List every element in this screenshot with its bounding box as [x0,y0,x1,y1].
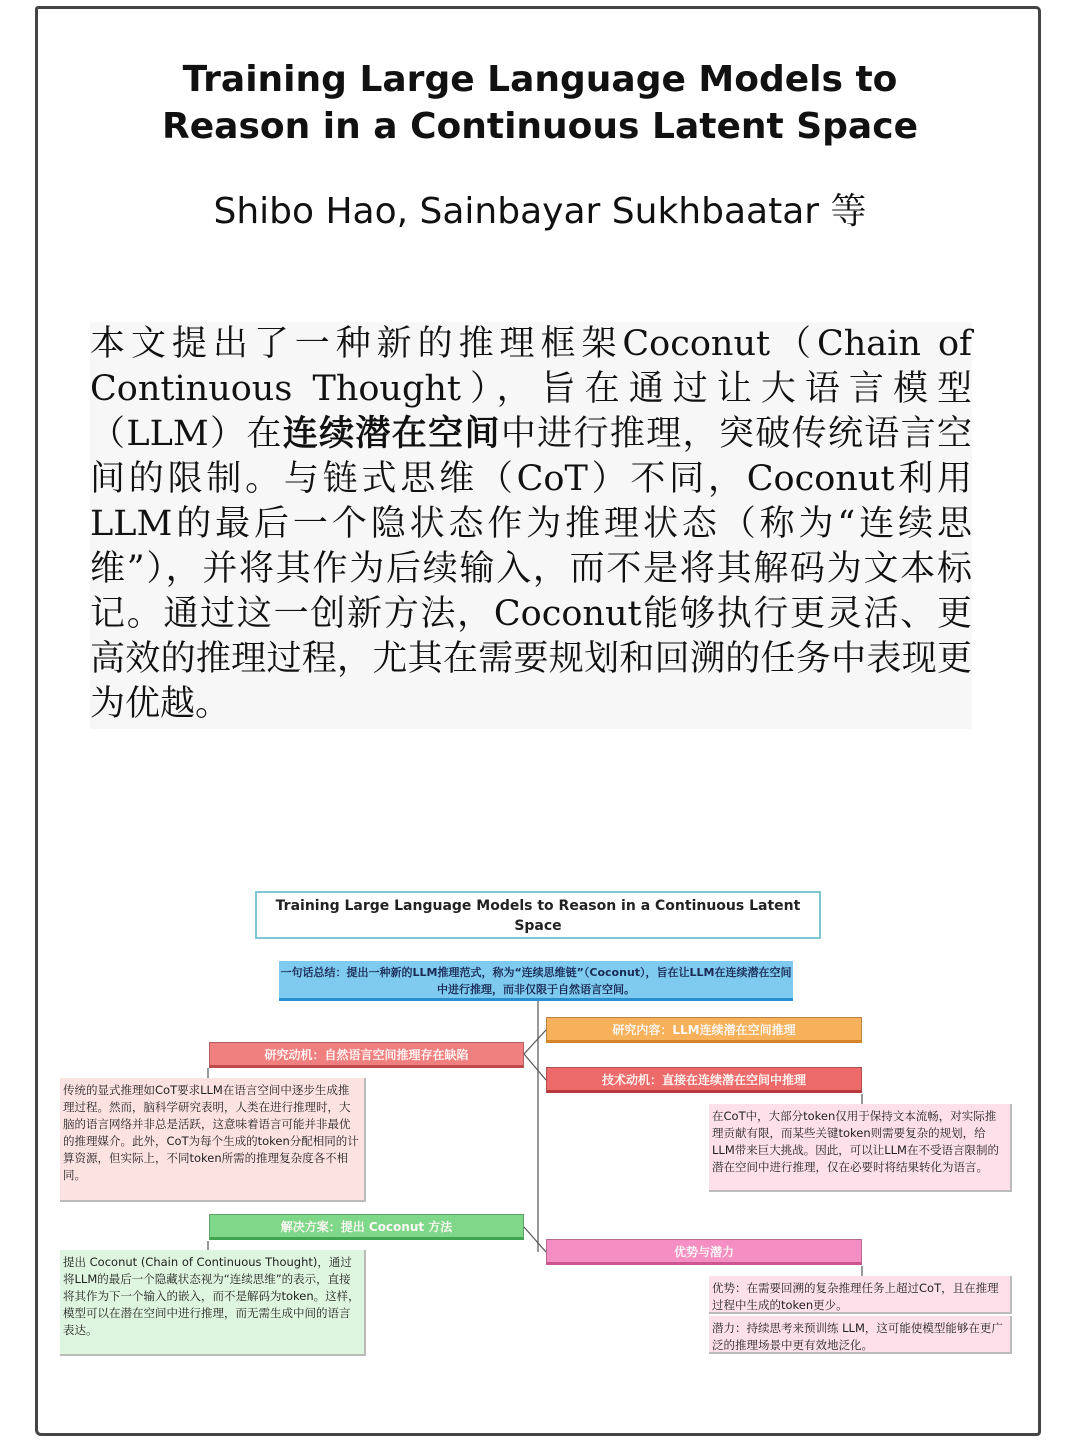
abstract-text-2: 中进行推理，突破传统语言空间的限制。与链式思维（CoT）不同，Coconut利用LLM的最后一个隐状态作为推理状态（称为“连续思维”），并将其作为后续输入，而不是将其解码为文本标记。通过这一创新方法，Coconut能够执行更灵活、更高效的推理过程，尤其在需要规划和回溯的任务中表现更为优越。 [90,414,972,724]
title-line-1: Training Large Language Models to [182,59,898,100]
advantages-node: 优势与潜力 [546,1239,862,1265]
motivation-node: 研究动机：自然语言空间推理存在缺陷 [209,1042,524,1068]
paper-authors: Shibo Hao, Sainbayar Sukhbaatar 等 [213,191,867,232]
abstract-text-1: 本文提出了一种新的推理框架Coconut（Chain of Continuous Thought），旨在通过让大语言模型（LLM）在 [90,324,972,454]
tech-motivation-note: 在CoT中，大部分token仅用于保持文本流畅，对实际推理贡献有限，而某些关键token则需要复杂的规划，给LLM带来巨大挑战。因此，可以让LLM在不受语言限制的潜在空间中进行推理，仅在必要时将结果转化为语言。 [709,1104,1012,1192]
title-line-2: Reason in a Continuous Latent Space [162,106,918,147]
advantages-note-1: 优势：在需要回溯的复杂推理任务上超过CoT，且在推理过程中生成的token更少。 [709,1276,1012,1314]
content-node: 研究内容：LLM连续潜在空间推理 [546,1017,862,1043]
abstract [90,322,972,729]
mindmap-summary: 一句话总结：提出一种新的LLM推理范式，称为“连续思维链”（Coconut），旨在让LLM在连续潜在空间中进行推理，而非仅限于自然语言空间。 [279,961,793,1001]
solution-note: 提出 Coconut (Chain of Continuous Thought)，通过将LLM的最后一个隐藏状态视为“连续思维”的表示，直接将其作为下一个输入的嵌入，而不是解码为token。这样，模型可以在潜在空间中进行推理，而无需生成中间的语言表达。 [60,1250,366,1356]
advantages-note-2: 潜力：持续思考来预训练 LLM，这可能使模型能够在更广泛的推理场景中更有效地泛化。 [709,1316,1012,1354]
motivation-note: 传统的显式推理如CoT要求LLM在语言空间中逐步生成推理过程。然而，脑科学研究表明，人类在进行推理时，大脑的语言网络并非总是活跃，这意味着语言可能并非最优的推理媒介。此外，CoT为每个生成的token分配相同的计算资源，但实际上，不同token所需的推理复杂度各不相同。 [60,1078,366,1202]
tech-motivation-node: 技术动机：直接在连续潜在空间中推理 [546,1067,862,1093]
paper-title [90,56,990,150]
solution-node: 解决方案：提出 Coconut 方法 [209,1214,524,1240]
mindmap-title: Training Large Language Models to Reason in a Continuous Latent Space [255,891,821,939]
abstract-bold-term: 连续潜在空间 [282,414,501,454]
